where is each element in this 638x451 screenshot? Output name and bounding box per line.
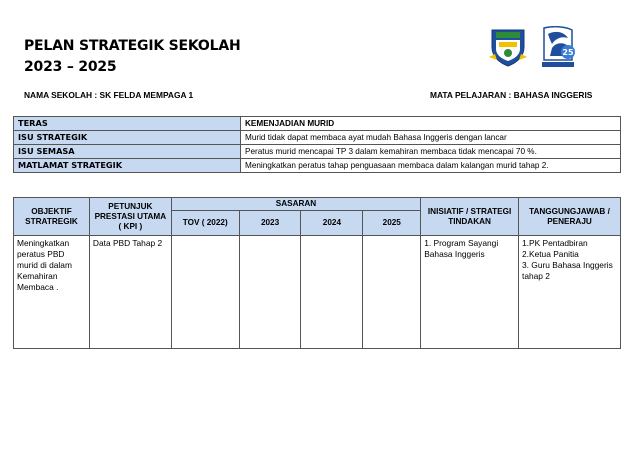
header-row-1 [14, 198, 621, 211]
cell-inisiatif: 1. Program Sayangi Bahasa Inggeris [421, 236, 519, 349]
col-header-tov: TOV ( 2022) [171, 211, 239, 236]
cell-tanggungjawab [519, 236, 621, 349]
info-row-matlamat-strategik [14, 159, 621, 173]
strategy-info-table [13, 116, 621, 173]
info-value: Peratus murid mencapai TP 3 dalam kemahiran membaca tidak mencapai 70 %. [241, 145, 621, 159]
school-name: NAMA SEKOLAH : SK FELDA MEMPAGA 1 [24, 90, 194, 100]
info-value: Meningkatkan peratus tahap penguasaan membaca dalam kalangan murid tahap 2. [241, 159, 621, 173]
col-header-2023: 2023 [239, 211, 301, 236]
tanggungjawab-item: 2.Ketua Panitia [522, 249, 579, 259]
cell-2024 [301, 236, 363, 349]
info-label: MATLAMAT STRATEGIK [14, 159, 241, 173]
info-value: KEMENJADIAN MURID [241, 117, 621, 131]
col-header-petunjuk: PETUNJUK PRESTASI UTAMA ( KPI ) [89, 198, 171, 236]
cell-2025 [363, 236, 421, 349]
title-line-1: PELAN STRATEGIK SEKOLAH [24, 38, 241, 54]
col-header-tanggungjawab: TANGGUNGJAWAB / PENERAJU [519, 198, 621, 236]
table-row [14, 236, 621, 349]
document-title [24, 36, 241, 78]
school-crest-icon [489, 27, 527, 67]
info-row-teras [14, 117, 621, 131]
cell-objektif: Meningkatkan peratus PBD murid di dalam Kemahiran Membaca . [14, 236, 90, 349]
subject-name: MATA PELAJARAN : BAHASA INGGERIS [430, 90, 593, 100]
col-header-sasaran: SASARAN [171, 198, 420, 211]
col-header-2025: 2025 [363, 211, 421, 236]
info-row-isu-semasa [14, 145, 621, 159]
info-value: Murid tidak dapat membaca ayat mudah Bahasa Inggeris dengan lancar [241, 131, 621, 145]
cell-petunjuk: Data PBD Tahap 2 [89, 236, 171, 349]
info-label: ISU STRATEGIK [14, 131, 241, 145]
col-header-inisiatif: INISIATIF / STRATEGI TINDAKAN [421, 198, 519, 236]
title-line-2: 2023 – 2025 [24, 59, 117, 75]
info-label: ISU SEMASA [14, 145, 241, 159]
strategic-plan-table [13, 197, 621, 349]
cell-2023 [239, 236, 301, 349]
cell-tov [171, 236, 239, 349]
col-header-2024: 2024 [301, 211, 363, 236]
tanggungjawab-item: 3. Guru Bahasa Inggeris tahap 2 [522, 260, 613, 281]
info-label: TERAS [14, 117, 241, 131]
anniversary-25-logo-icon [538, 26, 578, 70]
col-header-objektif: OBJEKTIF STRATREGIK [14, 198, 90, 236]
tanggungjawab-item: 1.PK Pentadbiran [522, 238, 588, 248]
logo-25-text: 25 [562, 48, 574, 57]
info-row-isu-strategik [14, 131, 621, 145]
